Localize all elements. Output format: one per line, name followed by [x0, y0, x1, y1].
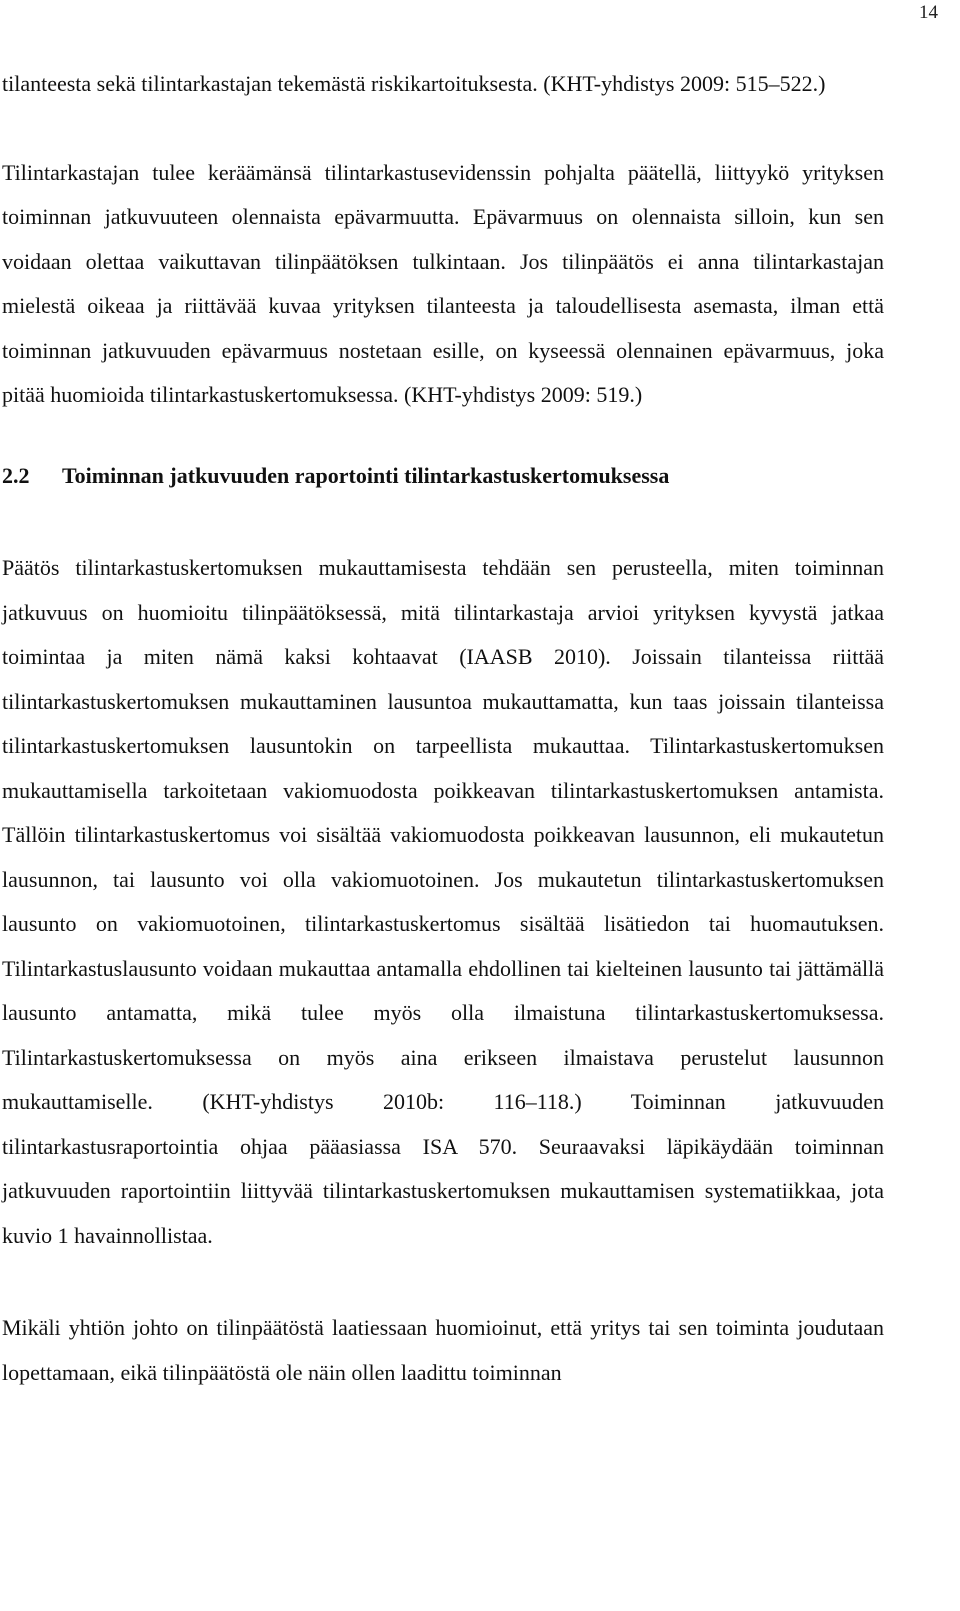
paragraph-going-concern-uncertainty: Tilintarkastajan tulee keräämänsä tilintarkastusevidenssin pohjalta päätellä, liittyykö yrityksen toiminnan jatkuvuuteen olennaista epävarmuutta. Epävarmuus on olennaista silloin, kun sen voidaan olettaa vaikuttavan tilinpäätöksen tulkintaan. Jos tilinpäätös ei anna tilintarkastajan mielestä oikeaa ja riittävää kuvaa yrityksen tilanteesta ja taloudellisesta asemasta, ilman että toiminnan jatkuvuuden epävarmuus nostetaan esille, on kyseessä olennainen epävarmuus, joka pitää huomioida tilintarkastuskertomuksessa. (KHT-yhdistys 2009: 519.): [2, 159, 884, 407]
paragraph-management-liquidation: Mikäli yhtiön johto on tilinpäätöstä laatiessaan huomioinut, että yritys tai sen toiminta joudutaan lopettamaan, eikä tilinpäätöstä ole näin ollen laadittu toiminnan: [2, 1315, 884, 1385]
section-title: Toiminnan jatkuvuuden raportointi tilintarkastuskertomuksessa: [62, 462, 670, 488]
document-body: [2, 62, 884, 1395]
paragraph-report-modification: Päätös tilintarkastuskertomuksen mukauttamisesta tehdään sen perusteella, miten toiminnan jatkuvuus on huomioitu tilinpäätöksessä, mitä tilintarkastaja arvioi yrityksen kyvystä jatkaa toimintaa ja miten nämä kaksi kohtaavat (IAASB 2010). Joissain tilanteissa riittää tilintarkastuskertomuksen mukauttaminen lausuntoa mukauttamatta, kun taas joissain tilanteissa tilintarkastuskertomuksen lausuntokin on tarpeellista mukauttaa. Tilintarkastuskertomuksen mukauttamisella tarkoitetaan vakiomuodosta poikkeavan tilintarkastuskertomuksen antamista. Tällöin tilintarkastuskertomus voi sisältää vakiomuodosta poikkeavan lausunnon, eli mukautetun lausunnon, tai lausunto voi olla vakiomuotoinen. Jos mukautetun tilintarkastuskertomuksen lausunto on vakiomuotoinen, tilintarkastuskertomus sisältää lisätiedon tai huomautuksen. Tilintarkastuslausunto voidaan mukauttaa antamalla ehdollinen tai kielteinen lausunto tai jättämällä lausunto antamatta, mikä tulee myös olla ilmaistuna tilintarkastuskertomuksessa. Tilintarkastuskertomuksessa on myös aina erikseen ilmaistava perustelut lausunnon mukauttamiselle. (KHT-yhdistys 2010b: 116–118.) Toiminnan jatkuvuuden tilintarkastusraportointia ohjaa pääasiassa ISA 570. Seuraavaksi läpikäydään toiminnan jatkuvuuden raportointiin liittyvää tilintarkastuskertomuksen mukauttamisen systematiikkaa, jota kuvio 1 havainnollistaa.: [2, 555, 884, 1248]
paragraph-continuation: tilanteesta sekä tilintarkastajan tekemästä riskikartoituksesta. (KHT-yhdistys 2009: 515–522.): [2, 71, 826, 96]
section-number: 2.2: [2, 462, 30, 488]
section-heading: [2, 454, 884, 499]
page-number: 14: [919, 2, 938, 23]
